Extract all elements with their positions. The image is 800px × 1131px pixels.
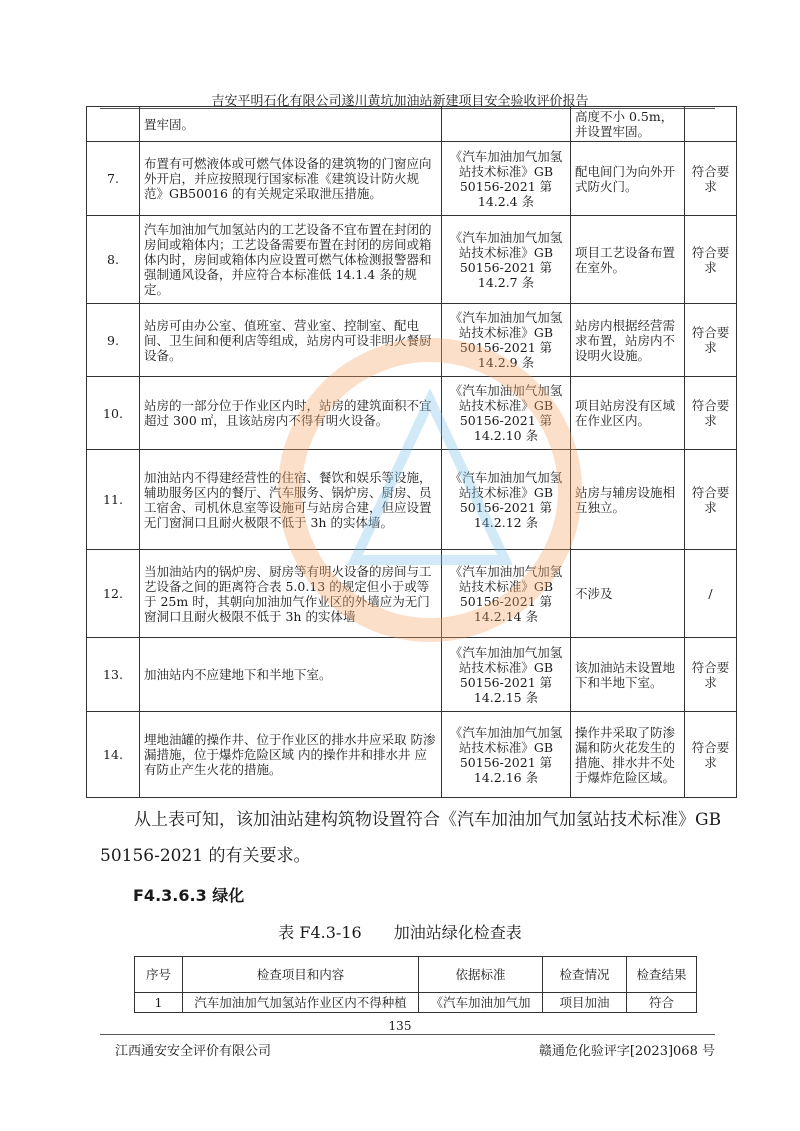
row-number: 11. <box>87 450 140 550</box>
footer-doc-code: 赣通危化验评字[2023]068 号 <box>538 1044 715 1059</box>
table-row <box>87 450 737 550</box>
page-number: 135 <box>388 1019 412 1033</box>
row-result: 不涉及 <box>571 550 685 638</box>
table-row <box>87 142 737 216</box>
table2-header-cell: 检查情况 <box>543 957 627 993</box>
row-basis <box>442 107 571 142</box>
row-status: 符合要求 <box>685 450 737 550</box>
table2-cell: 符合 <box>627 993 697 1013</box>
row-content: 置牢固。 <box>140 107 442 142</box>
row-result: 该加油站未设置地下和半地下室。 <box>571 638 685 712</box>
page-header: 吉安平明石化有限公司遂川黄坑加油站新建项目安全验收评价报告 <box>211 94 589 109</box>
row-number: 8. <box>87 216 140 304</box>
row-number: 13. <box>87 638 140 712</box>
table-row <box>87 550 737 638</box>
row-basis: 《汽车加油加气加氢站技术标准》GB 50156-2021 第 14.2.4 条 <box>442 142 571 216</box>
row-content: 加油站内不应建地下和半地下室。 <box>140 638 442 712</box>
row-status: / <box>685 550 737 638</box>
table2-header-row <box>135 957 697 993</box>
table-row <box>87 377 737 450</box>
table2-header-cell: 检查结果 <box>627 957 697 993</box>
row-basis: 《汽车加油加气加氢站技术标准》GB 50156-2021 第 14.2.12 条 <box>442 450 571 550</box>
footer-company: 江西通安安全评价有限公司 <box>115 1044 272 1059</box>
table2-cell: 项目加油 <box>543 993 627 1013</box>
row-result: 高度不小 0.5m，并设置牢固。 <box>571 107 685 142</box>
row-content: 站房的一部分位于作业区内时，站房的建筑面积不宜超过 300 ㎡，且该站房内不得有明火设备。 <box>140 377 442 450</box>
inspection-table <box>86 106 737 798</box>
table2-cell: 《汽车加油加气加 <box>419 993 543 1013</box>
row-status: 符合要求 <box>685 377 737 450</box>
row-number: 10. <box>87 377 140 450</box>
row-status: 符合要求 <box>685 216 737 304</box>
row-number <box>87 107 140 142</box>
row-result: 站房内根据经营需求布置，站房内不设明火设施。 <box>571 304 685 377</box>
row-basis: 《汽车加油加气加氢站技术标准》GB 50156-2021 第 14.2.16 条 <box>442 712 571 798</box>
table2-header-cell: 检查项目和内容 <box>183 957 419 993</box>
row-result: 站房与辅房设施相互独立。 <box>571 450 685 550</box>
row-content: 当加油站内的锅炉房、厨房等有明火设备的房间与工艺设备之间的距离符合表 5.0.13 的规定但小于或等于 25m 时，其朝向加油加气作业区的外墙应为无门窗洞口且耐火极限不低于 3h 的实体墙 <box>140 550 442 638</box>
greening-table <box>134 956 697 1013</box>
row-status <box>685 107 737 142</box>
table2-header-cell: 序号 <box>135 957 183 993</box>
table2-cell: 1 <box>135 993 183 1013</box>
row-content: 汽车加油加气加氢站内的工艺设备不宜布置在封闭的房间或箱体内；工艺设备需要布置在封闭的房间或箱体内时，房间或箱体内应设置可燃气体检测报警器和强制通风设备，并应符合本标准低 14.1.4 条的规定。 <box>140 216 442 304</box>
row-result: 操作井采取了防渗漏和防火花发生的措施、排水井不处于爆炸危险区域。 <box>571 712 685 798</box>
footer-rule <box>100 1034 715 1035</box>
row-number: 7. <box>87 142 140 216</box>
row-content: 站房可由办公室、值班室、营业室、控制室、配电间、卫生间和便利店等组成，站房内可设非明火餐厨设备。 <box>140 304 442 377</box>
row-basis: 《汽车加油加气加氢站技术标准》GB 50156-2021 第 14.2.14 条 <box>442 550 571 638</box>
row-status: 符合要求 <box>685 638 737 712</box>
row-status: 符合要求 <box>685 142 737 216</box>
row-basis: 《汽车加油加气加氢站技术标准》GB 50156-2021 第 14.2.10 条 <box>442 377 571 450</box>
row-status: 符合要求 <box>685 304 737 377</box>
row-content: 布置有可燃液体或可燃气体设备的建筑物的门窗应向外开启，并应按照现行国家标准《建筑设计防火规范》GB50016 的有关规定采取泄压措施。 <box>140 142 442 216</box>
table-row <box>87 638 737 712</box>
row-basis: 《汽车加油加气加氢站技术标准》GB 50156-2021 第 14.2.15 条 <box>442 638 571 712</box>
conclusion-text: 从上表可知，该加油站建构筑物设置符合《汽车加油加气加氢站技术标准》GB 50156-2021 的有关要求。 <box>100 810 722 866</box>
row-number: 14. <box>87 712 140 798</box>
table2-cell: 汽车加油加气加氢站作业区内不得种植 <box>183 993 419 1013</box>
table-row <box>87 216 737 304</box>
row-basis: 《汽车加油加气加氢站技术标准》GB 50156-2021 第 14.2.9 条 <box>442 304 571 377</box>
row-status: 符合要求 <box>685 712 737 798</box>
table-row-continued <box>87 107 737 142</box>
table2-header-cell: 依据标准 <box>419 957 543 993</box>
table-row <box>87 712 737 798</box>
row-number: 12. <box>87 550 140 638</box>
row-number: 9. <box>87 304 140 377</box>
row-content: 加油站内不得建经营性的住宿、餐饮和娱乐等设施，辅助服务区内的餐厅、汽车服务、锅炉房、厨房、员工宿舍、司机休息室等设施可与站房合建，但应设置无门窗洞口且耐火极限不低于 3h 的实体墙。 <box>140 450 442 550</box>
row-result: 项目站房没有区域在作业区内。 <box>571 377 685 450</box>
table-row <box>87 304 737 377</box>
row-result: 项目工艺设备布置在室外。 <box>571 216 685 304</box>
row-basis: 《汽车加油加气加氢站技术标准》GB 50156-2021 第 14.2.7 条 <box>442 216 571 304</box>
row-result: 配电间门为向外开式防火门。 <box>571 142 685 216</box>
row-content: 埋地油罐的操作井、位于作业区的排水井应采取 防渗漏措施，位于爆炸危险区域 内的操作井和排水井 应有防止产生火花的措施。 <box>140 712 442 798</box>
section-heading: F4.3.6.3 绿化 <box>133 886 245 905</box>
table2-row <box>135 993 697 1013</box>
table2-caption: 表 F4.3-16 加油站绿化检查表 <box>278 923 522 942</box>
